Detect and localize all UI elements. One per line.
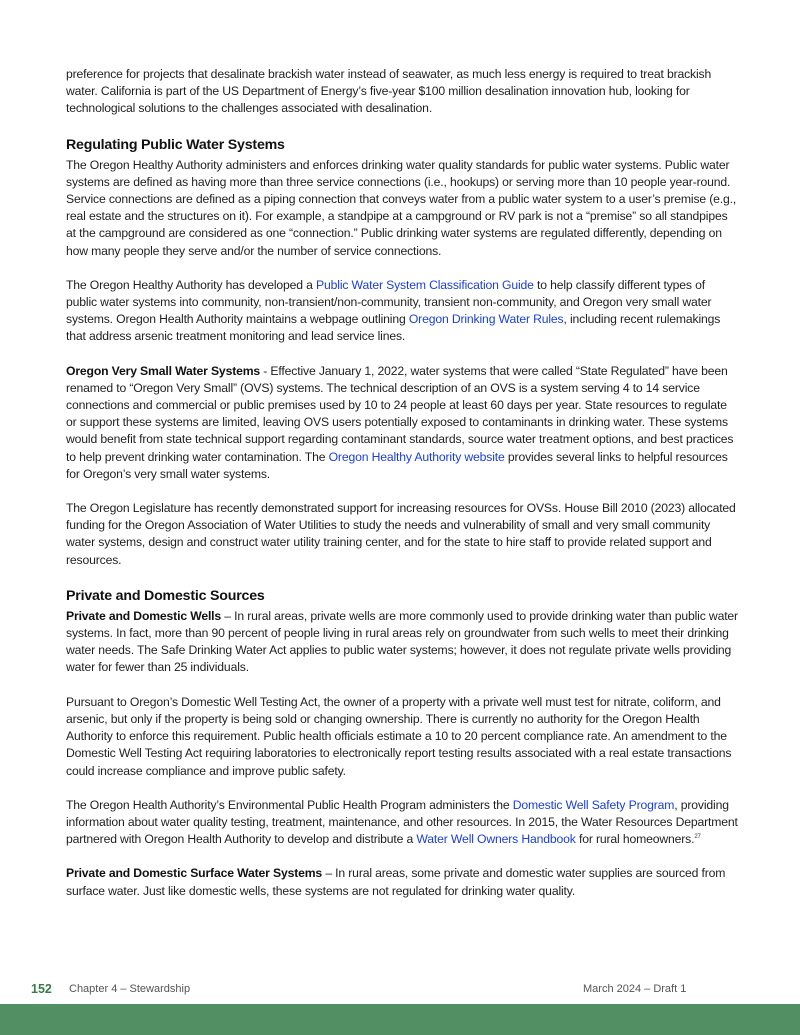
ovs-paragraph xyxy=(66,363,738,483)
regulating-heading: Regulating Public Water Systems xyxy=(66,136,285,153)
well-owners-handbook-link[interactable]: Water Well Owners Handbook xyxy=(416,832,576,847)
domestic-well-safety-link[interactable]: Domestic Well Safety Program xyxy=(512,797,675,812)
draft-label: March 2024 – Draft 1 xyxy=(583,983,687,995)
intro-paragraph: preference for projects that desalinate brackish water instead of seawater, as much less energy is required to treat brackish water. California is part of the US Department of Energy’s five-year $100 million desalination innovation hub, looking for technological solutions to the challenges associated with desalination. xyxy=(66,67,712,116)
drinking-water-rules-link[interactable]: Oregon Drinking Water Rules xyxy=(408,312,564,327)
text: for rural homeowners. xyxy=(575,832,695,847)
ovs-lead: Oregon Very Small Water Systems xyxy=(66,363,261,378)
legislature-paragraph: The Oregon Legislature has recently demonstrated support for increasing resources for OVSs. House Bill 2010 (2023) allocated funding for the Oregon Association of Water Utilities to study the needs and vulnerability of small and very small community water systems, design and construct water utility training center, and for the state to hire staff to provide related support and resources. xyxy=(66,501,736,567)
text: – In rural areas, private wells are more commonly used to provide drinking water than public water systems. In fact, more than 90 percent of people living in rural areas rely on groundwater from such wells to meet their drinking water needs. The Safe Drinking Water Act applies to public water systems; however, it does not regulate private wells providing water for fewer than 25 individuals. xyxy=(66,608,738,675)
footer-band xyxy=(0,1004,800,1035)
text: - Effective January 1, 2022, water systems that were called “State Regulated” have been renamed to “Oregon Very Small” (OVS) systems. The technical description of an OVS is a system serving 4 to 14 service connections and commercial or public premises used by 10 to 24 people at least 60 days per year. State resources to regulate or support these systems are limited, leaving OVS users potentially exposed to contaminants in drinking water. These systems would benefit from state technical support regarding contaminant standards, source water treatment options, and best practices to help prevent drinking water contamination. The xyxy=(66,363,734,464)
chapter-label: Chapter 4 – Stewardship xyxy=(69,983,191,995)
testing-act-paragraph: Pursuant to Oregon’s Domestic Well Testing Act, the owner of a property with a private well must test for nitrate, coliform, and arsenic, but only if the property is being sold or changing ownership. There is currently no authority for the Oregon Health Authority to enforce this requirement. Public health officials estimate a 10 to 20 percent compliance rate. An amendment to the Domestic Well Testing Act requiring laboratories to electronically report testing results associated with a real estate transactions could increase compliance and improve public safety. xyxy=(66,694,732,778)
classification-paragraph xyxy=(66,277,738,346)
page-footer xyxy=(0,978,800,1002)
wells-lead: Private and Domestic Wells xyxy=(66,608,222,623)
text: , providing information about water quality testing, treatment, maintenance, and other resources. In 2015, the Water Resources Department partnered with Oregon Health Authority to develop and distribute a xyxy=(66,797,738,847)
surface-lead: Private and Domestic Surface Water Systems xyxy=(66,866,323,881)
classification-guide-link[interactable]: Public Water System Classification Guide xyxy=(316,277,534,292)
text: – In rural areas, some private and domestic water supplies are sourced from surface water. Just like domestic wells, these systems are not regulated for drinking water quality. xyxy=(66,866,726,898)
safety-program-paragraph xyxy=(66,797,738,849)
wells-paragraph xyxy=(66,608,738,677)
text: The Oregon Health Authority’s Environmental Public Health Program administers the xyxy=(66,797,513,812)
text: to help classify different types of public water systems into community, non-transient/non-community, transient non-community, and Oregon very small water systems. Oregon Health Authority maintains a webpage outlining xyxy=(66,277,712,327)
regulating-paragraph: The Oregon Healthy Authority administers and enforces drinking water quality standards for public water systems. Public water systems are defined as having more than three service connections (i.e., hookups) or serving more than 10 people year-round. Service connections are defined as a piping connection that conveys water from a public water system to a user’s premise (e.g., real estate and the structures on it). For example, a standpipe at a campground or RV park is not a “premise” so all standpipes at the campground are considered as one “connection.” Public drinking water systems are regulated differently, depending on how many people they serve and/or the number of service connections. xyxy=(66,157,737,258)
surface-water-paragraph xyxy=(66,865,738,899)
text: The Oregon Healthy Authority has developed a xyxy=(66,277,317,292)
text: , including recent rulemakings that address arsenic treatment monitoring and lead service lines. xyxy=(66,312,721,344)
footnote-ref[interactable]: 27 xyxy=(694,834,701,841)
page-number: 152 xyxy=(31,982,52,996)
text: provides several links to helpful resources for Oregon’s very small water systems. xyxy=(66,449,728,481)
oha-website-link[interactable]: Oregon Healthy Authority website xyxy=(328,449,505,464)
page-content xyxy=(66,66,738,917)
private-sources-heading: Private and Domestic Sources xyxy=(66,587,265,604)
